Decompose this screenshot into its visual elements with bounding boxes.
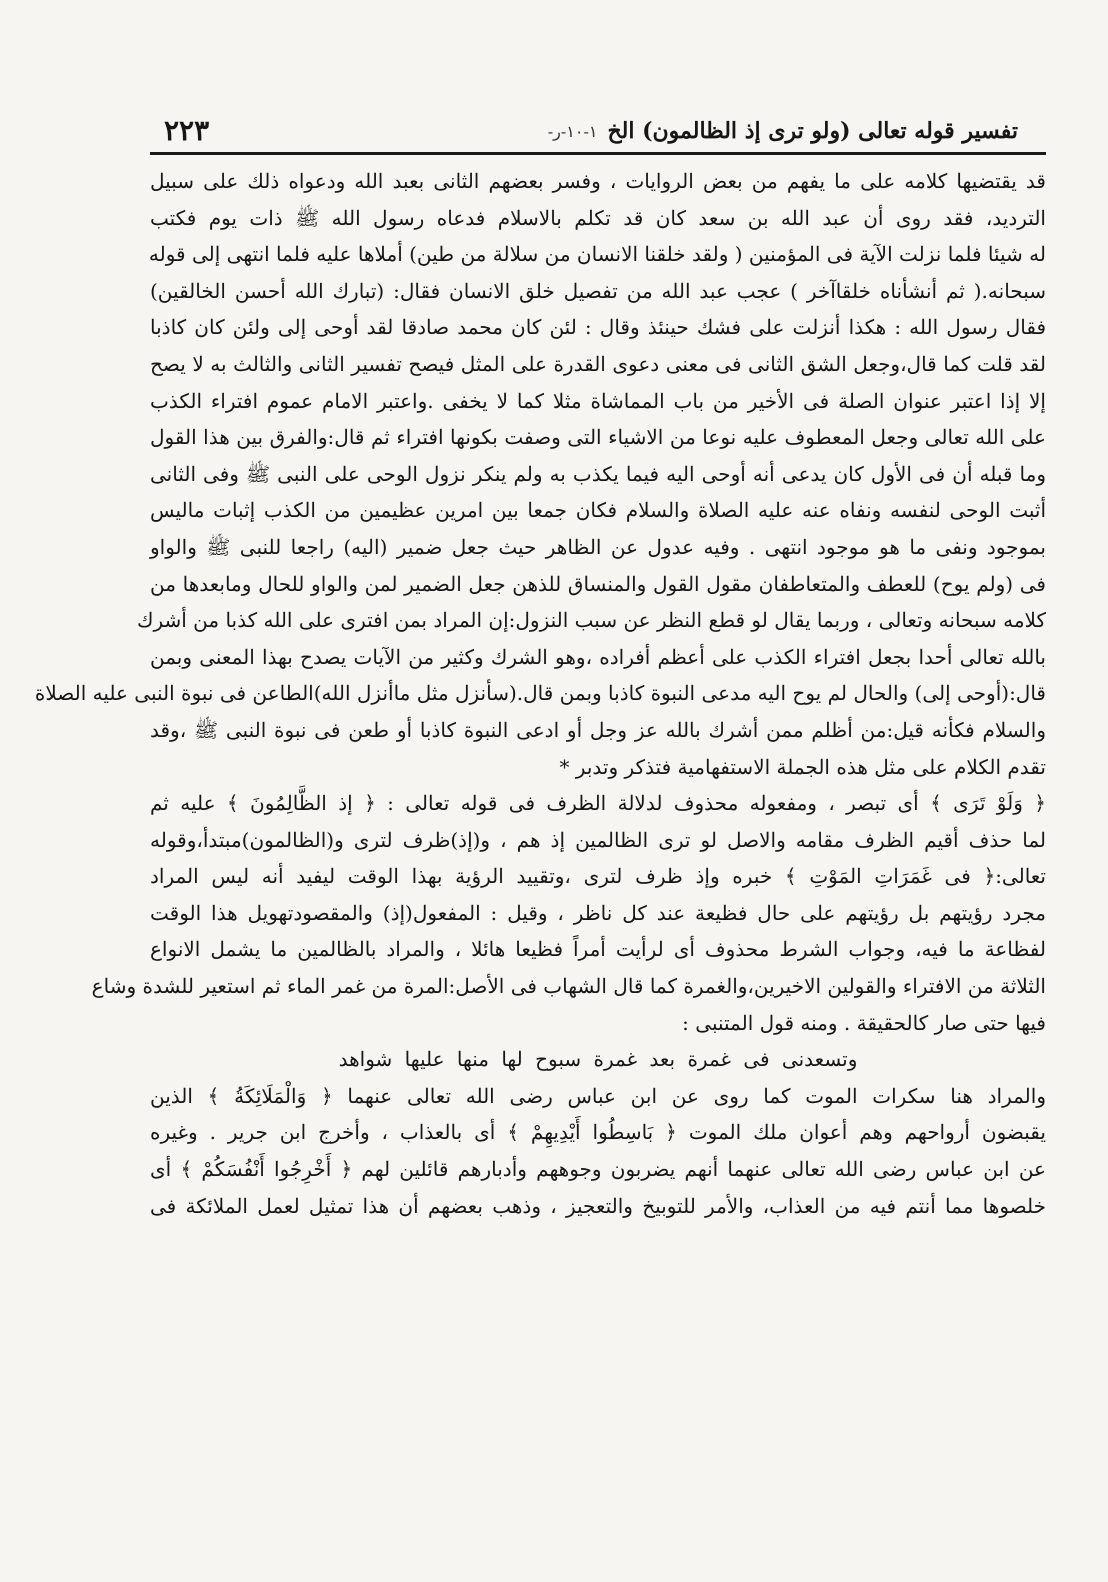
text-line: على الله تعالى وجعل المعطوف عليه نوعا من الاشياء التى وصفت بكونها افتراء ثم قال:والفرق بين هذا القول [150,425,1046,450]
text-line: فى (ولم يوح) للعطف والمتعاطفان مقول القول والمنساق للذهن جعل الضمير لمن والواو للحال ومابعدها من [150,571,1046,596]
poetry-verse: وتسعدنى فى غمرة بعد غمرة سبوح لها منها عليها شواهد [338,1047,858,1072]
text-line: الثلاثة من الافتراء والقولين الاخيرين،والغمرة كما قال الشهاب فى الأصل:المرة من غمر الماء ثم استعير للشدة وشاع [91,974,1046,999]
text-line: لفظاعة ما فيه، وجواب الشرط محذوف أى لرأيت أمراً فظيعا هائلا ، والمراد بالظالمين ما يشمل الانواع [150,937,1046,962]
text-line: قد يقتضيها كلامه على ما يفهم من بعض الروايات ، وفسر بعضهم الثانى بعبد الله ودعواه ذلك على سبيل [150,169,1046,193]
text-line: كلامه سبحانه وتعالى ، وربما يقال لو قطع النظر عن سبب النزول:إن المراد بمن افترى على الله كذبا من أشرك [136,608,1046,633]
signature-mark: ١-١٠-ر- [547,121,598,141]
text-line: وما قبله أن فى الأول كان يدعى أنه أوحى اليه فيما يكذب به ولم ينكر نزول الوحى على النبى ﷺ وفى الثانى [150,461,1046,486]
text-line: تقدم الكلام على مثل هذه الجملة الاستفهامية فتذكر وتدبر * [559,754,1046,779]
text-line: لقد قلت كما قال،وجعل الشق الثانى فى معنى دعوى القدرة على المثل فيصح تفسير الثانى والثالث به لا يصح [150,351,1046,376]
text-line: عن ابن عباس رضى الله تعالى عنهما أنهم يضربون وجوههم وأدبارهم قائلين لهم ﴿ أَخْرِجُوا أَنْفُسَكُمْ ﴾ أى [150,1157,1046,1182]
text-line: والسلام فكأنه قيل:من أظلم ممن أشرك بالله عز وجل أو ادعى النبوة كاذبا أو طعن فى نبوة النبى ﷺ ،وقد [150,717,1046,742]
text-line: ﴿ وَلَوْ تَرَى ﴾ أى تبصر ، ومفعوله محذوف لدلالة الظرف فى قوله تعالى : ﴿ إذ الظَّالِمُونَ ﴾ عليه ثم [150,791,1046,816]
text-line: قال:(أوحى إلى) والحال لم يوح اليه مدعى النبوة كاذبا وبمن قال.(سأنزل مثل ماأنزل الله)الطاعن فى نبوة النبى عليه الصلاة [34,681,1046,706]
text-line: سبحانه.( ثم أنشأناه خلقاآخر ) عجب عبد الله من تفصيل خلق الانسان فقال: (تبارك الله أحسن الخالقين) [150,278,1046,303]
header-rule [150,152,1046,155]
text-line: أثبت الوحى لنفسه ونفاه عنه عليه الصلاة والسلام فكان جمعا بين امرين عظيمين من الكذب إثبات ماليس [150,498,1046,523]
text-line: يقبضون أرواحهم وهم أعوان ملك الموت ﴿ بَاسِطُوا أَيْدِيهِمْ ﴾ أى بالعذاب ، وأخرج ابن جرير . وغيره [150,1120,1046,1145]
text-line: فقال رسول الله : هكذا أنزلت على فشك حينئذ وقال : لئن كان محمد صادقا لقد أوحى إلى ولئن كان كاذبا [150,315,1046,340]
text-line: فيها حتى صار كالحقيقة . ومنه قول المتنبى : [682,1010,1046,1035]
text-line: والمراد هنا سكرات الموت كما روى عن ابن عباس رضى الله تعالى عنهما ﴿ وَالْمَلَائِكَةُ ﴾ الذين [150,1083,1046,1108]
text-line: له شيئا فلما نزلت الآية فى المؤمنين ( ولقد خلقنا الانسان من سلالة من طين) أملاها عليه فلما انتهى إلى قوله [148,242,1046,267]
text-line: إلا إذا اعتبر عنوان الصلة فى الأخير من باب المماشاة مثلا كما لا يخفى .واعتبر الامام عموم افتراء الكذب [150,388,1046,413]
text-line: بموجود ونفى ما هو موجود انتهى . وفيه عدول عن الظاهر حيث جعل ضمير (اليه) راجعا للنبى ﷺ والواو [150,534,1046,559]
text-line: مجرد رؤيتهم بل رؤيتهم على حال فظيعة عند كل ناظر ، وقيل : المفعول(إذ) والمقصودتهويل هذا الوقت [150,900,1046,925]
text-line: تعالى:﴿ فى غَمَرَاتِ المَوْتِ ﴾ خبره وإذ ظرف لترى ،وتقييد الرؤية بهذا الوقت ليفيد أنه ليس المراد [150,864,1046,889]
text-line: بالله تعالى أحدا بجعل افتراء الكذب على أعظم أفراده ،وهو الشرك وكثير من الآيات يصدح بهذا المعنى وبمن [150,644,1046,669]
body-text [34,163,1046,1224]
running-head: تفسير قوله تعالى (ولو ترى إذ الظالمون) الخ [607,118,1018,144]
text-line: الترديد، فقد روى أن عبد الله بن سعد كان قد تكلم بالاسلام فدعاه رسول الله ﷺ ذات يوم فكتب [150,205,1046,230]
text-line: لما حذف أقيم الظرف مقامه والاصل لو ترى الظالمين إذ هم ، و(إذ)ظرف لترى و(الظالمون)مبتدأ،وقوله [150,827,1046,852]
page-number: ٢٢٣ [164,114,210,147]
text-line: خلصوها مما أنتم فيه من العذاب، والأمر للتوبيخ والتعجيز ، وذهب بعضهم أن هذا تمثيل لعمل الملائكة فى [150,1193,1046,1218]
page-header [150,116,1046,146]
